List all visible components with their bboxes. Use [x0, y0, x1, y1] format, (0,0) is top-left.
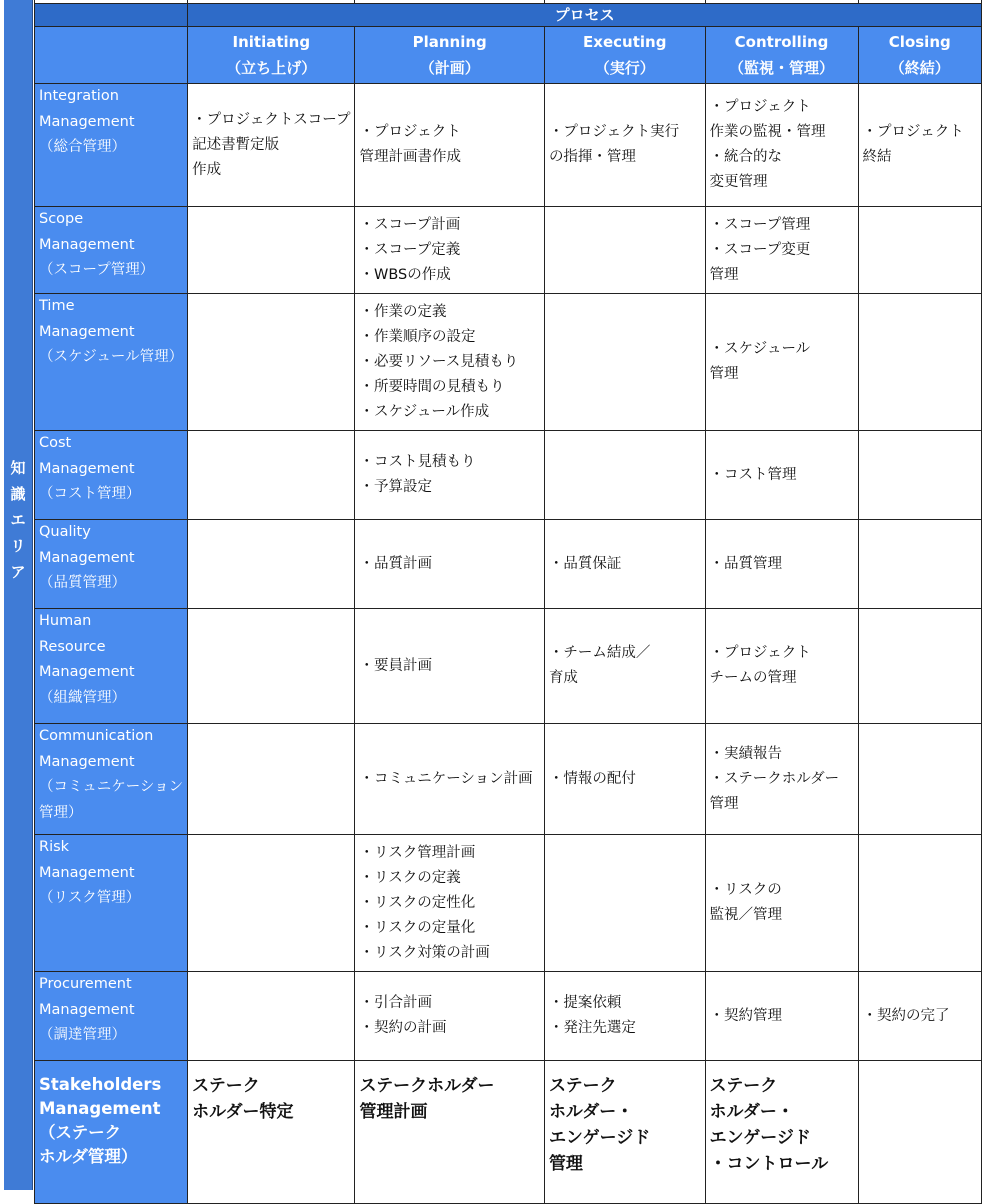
corner-cell [35, 27, 188, 84]
row-header-knowledge-area: Communication Management （コミュニケーション 管理） [35, 724, 188, 835]
row-header-knowledge-area: Risk Management （リスク管理） [35, 835, 188, 972]
table-cell [188, 294, 355, 431]
column-header-closing [858, 27, 981, 84]
table-cell [858, 1061, 981, 1204]
table-cell [188, 431, 355, 520]
table-cell [858, 724, 981, 835]
table-cell [858, 431, 981, 520]
table-cell: ・プロジェクト 作業の監視・管理 ・統合的な 変更管理 [705, 84, 858, 207]
column-title-en: Planning [412, 33, 487, 51]
table-cell: ・リスク管理計画 ・リスクの定義 ・リスクの定性化 ・リスクの定量化 ・リスク対策の計画 [355, 835, 544, 972]
table-cell: ・コミュニケーション計画 [355, 724, 544, 835]
table-cell: ・要員計画 [355, 609, 544, 724]
row-header-knowledge-area: Scope Management （スコープ管理） [35, 207, 188, 294]
table-row [35, 609, 982, 724]
column-header-controlling [705, 27, 858, 84]
table-cell: ・コスト見積もり ・予算設定 [355, 431, 544, 520]
table-row [35, 835, 982, 972]
process-band-row [35, 4, 982, 27]
column-header-planning [355, 27, 544, 84]
table-cell [858, 207, 981, 294]
table-cell: ・プロジェクト 管理計画書作成 [355, 84, 544, 207]
table-cell: ステークホルダー 管理計画 [355, 1061, 544, 1204]
table-cell: ・リスクの 監視／管理 [705, 835, 858, 972]
table-cell: ・スコープ管理 ・スコープ変更 管理 [705, 207, 858, 294]
table-cell [188, 609, 355, 724]
table-row [35, 84, 982, 207]
table-cell [858, 520, 981, 609]
process-header: プロセス [188, 4, 982, 27]
row-header-knowledge-area: Time Management （スケジュール管理） [35, 294, 188, 431]
table-cell: ・提案依頼 ・発注先選定 [544, 972, 705, 1061]
table-row [35, 520, 982, 609]
table-cell: ・プロジェクトスコープ 記述書暫定版 作成 [188, 84, 355, 207]
matrix-body [35, 0, 982, 1204]
table-cell: ・スケジュール 管理 [705, 294, 858, 431]
table-cell [188, 520, 355, 609]
column-title-en: Executing [583, 33, 667, 51]
table-cell [858, 609, 981, 724]
column-title-ja: （終結） [889, 59, 950, 77]
table-row [35, 431, 982, 520]
table-cell: ・プロジェクト 終結 [858, 84, 981, 207]
row-header-knowledge-area: Integration Management （総合管理） [35, 84, 188, 207]
column-title-ja: （実行） [594, 59, 655, 77]
row-header-knowledge-area: Human Resource Management （組織管理） [35, 609, 188, 724]
table-cell: ・プロジェクト実行 の指揮・管理 [544, 84, 705, 207]
column-title-en: Initiating [232, 33, 311, 51]
table-cell: ・スコープ計画 ・スコープ定義 ・WBSの作成 [355, 207, 544, 294]
table-cell: ・チーム結成／ 育成 [544, 609, 705, 724]
row-header-knowledge-area: Cost Management （コスト管理） [35, 431, 188, 520]
table-row [35, 207, 982, 294]
column-title-ja: （計画） [419, 59, 480, 77]
table-row [35, 724, 982, 835]
table-cell: ステーク ホルダー・ エンゲージド ・コントロール [705, 1061, 858, 1204]
table-row [35, 294, 982, 431]
row-header-knowledge-area: Procurement Management （調達管理） [35, 972, 188, 1061]
table-cell: ・品質保証 [544, 520, 705, 609]
knowledge-area-label: 知 識 エ リ ア [10, 459, 26, 581]
table-cell [544, 294, 705, 431]
table-cell [544, 431, 705, 520]
table-cell [544, 207, 705, 294]
table-cell [858, 294, 981, 431]
pmbok-process-matrix [34, 0, 982, 1204]
table-cell: ・情報の配付 [544, 724, 705, 835]
row-header-knowledge-area: Quality Management （品質管理） [35, 520, 188, 609]
table-cell: ・コスト管理 [705, 431, 858, 520]
column-header-executing [544, 27, 705, 84]
table-cell: ・品質管理 [705, 520, 858, 609]
table-cell [544, 835, 705, 972]
table-cell [858, 835, 981, 972]
column-title-ja: （監視・管理） [729, 59, 835, 77]
column-title-en: Controlling [734, 33, 829, 51]
phase-header-row [35, 27, 982, 84]
table-cell [188, 207, 355, 294]
table-cell [188, 724, 355, 835]
table-cell: ・契約管理 [705, 972, 858, 1061]
column-title-en: Closing [888, 33, 951, 51]
table-cell [188, 972, 355, 1061]
table-cell: ・作業の定義 ・作業順序の設定 ・必要リソース見積もり ・所要時間の見積もり ・スケジュール作成 [355, 294, 544, 431]
table-cell: ・プロジェクト チームの管理 [705, 609, 858, 724]
table-cell [188, 835, 355, 972]
table-cell: ステーク ホルダー・ エンゲージド 管理 [544, 1061, 705, 1204]
row-header-knowledge-area: Stakeholders Management （ステーク ホルダ管理） [35, 1061, 188, 1204]
column-header-initiating [188, 27, 355, 84]
table-row [35, 1061, 982, 1204]
table-cell: ・契約の完了 [858, 972, 981, 1061]
column-title-ja: （立ち上げ） [226, 59, 317, 77]
table-cell: ・引合計画 ・契約の計画 [355, 972, 544, 1061]
table-cell: ・品質計画 [355, 520, 544, 609]
knowledge-area-sidebar [4, 0, 33, 1190]
table-cell: ステーク ホルダー特定 [188, 1061, 355, 1204]
table-row [35, 972, 982, 1061]
table-cell: ・実績報告 ・ステークホルダー 管理 [705, 724, 858, 835]
